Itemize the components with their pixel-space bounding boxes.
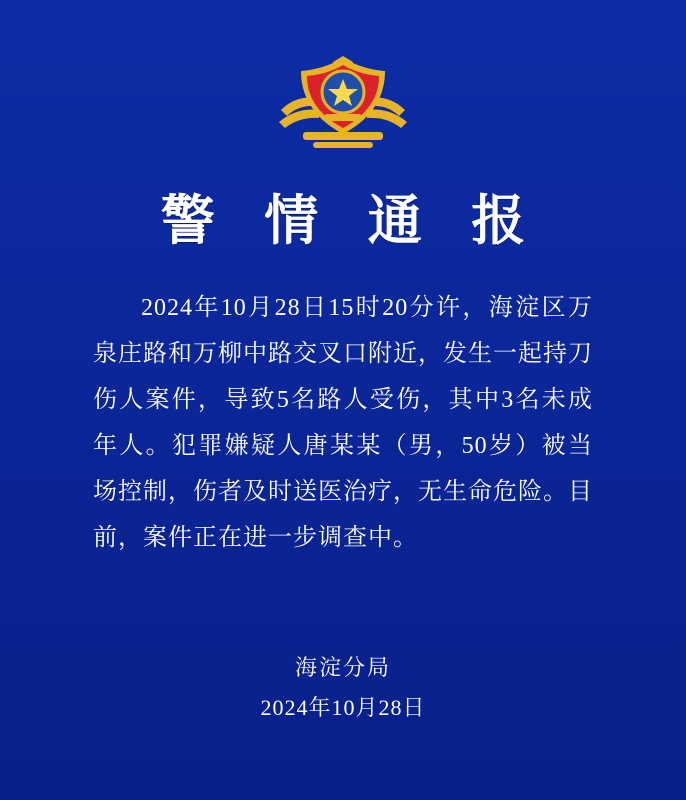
notice-body-text: 2024年10月28日15时20分许，海淀区万泉庄路和万柳中路交叉口附近，发生一起持刀伤人案件，导致5名路人受伤，其中3名未成年人。犯罪嫌疑人唐某某（男，50岁）被当场控制，伤者及时送医治疗，无生命危险。目前，案件正在进一步调查中。 [93,295,593,552]
page-title: 警 情 通 报 [160,191,544,251]
issue-date: 2024年10月28日 [260,695,426,720]
signature-block [0,648,686,728]
china-police-badge-icon [273,48,413,152]
issuing-organization: 海淀分局 [294,655,391,680]
